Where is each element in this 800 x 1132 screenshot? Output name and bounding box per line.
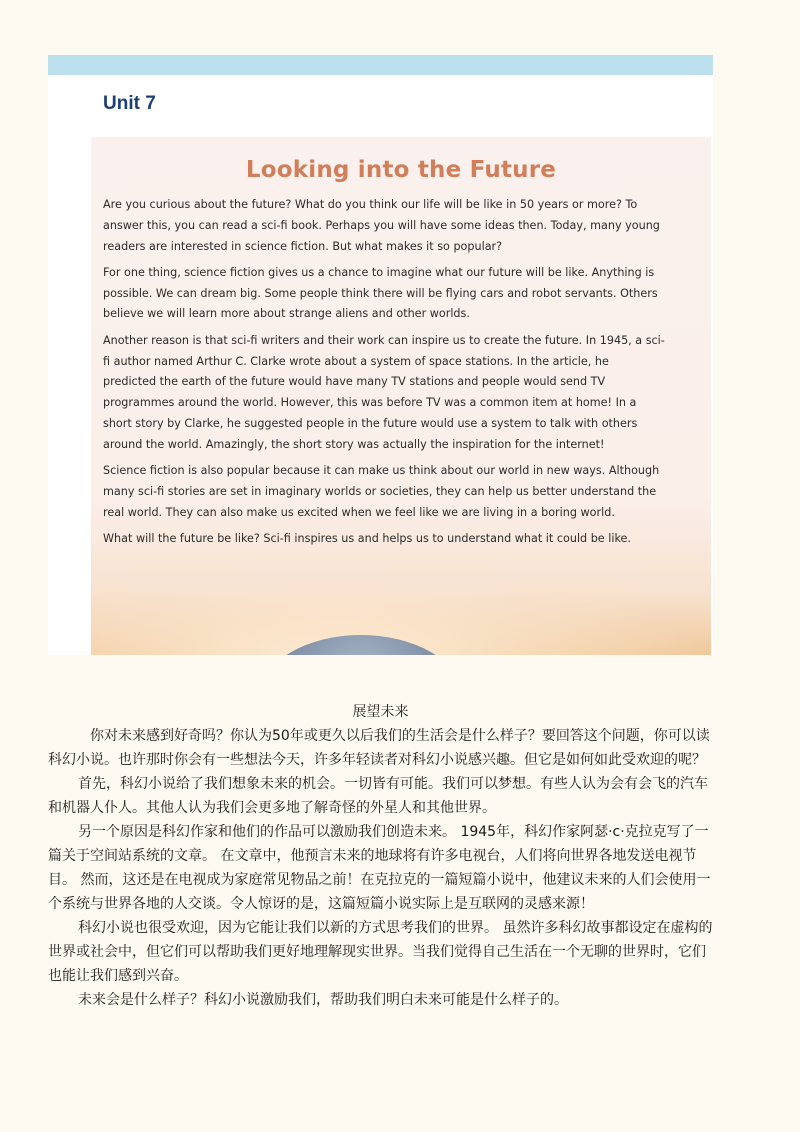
article-box — [91, 137, 711, 655]
article-paragraph: Science fiction is also popular because it can make us think about our world in new ways. Although many sci-fi stories are set in imaginary worlds or societies, they can help us better understand the real world. They can also make us excited when we feel like we are living in a boring world. — [103, 464, 660, 519]
translation-paragraph: 科幻小说也很受欢迎，因为它能让我们以新的方式思考我们的世界。 虽然许多科幻故事都设定在虚构的世界或社会中，但它们可以帮助我们更好地理解现实世界。当我们觉得自己生活在一个无聊的世界时，它们也能让我们感到兴奋。 — [48, 920, 713, 984]
article-paragraph: Another reason is that sci-fi writers and their work can inspire us to create the future. In 1945, a sci-fi author named Arthur C. Clarke wrote about a system of space stations. In the article, he predicted the earth of the future would have many TV stations and people would send TV programmes around the world. However, this was before TV was a common item at home! In a short story by Clarke, he suggested people in the future would use a system to talk with others around the world. Amazingly, the short story was actually the inspiration for the internet! — [103, 333, 665, 451]
page-top-bar — [48, 55, 713, 75]
translation-paragraph: 你对未来感到好奇吗？你认为50年或更久以后我们的生活会是什么样子？要回答这个问题，你可以读科幻小说。也许那时你会有一些想法今天，许多年轻读者对科幻小说感兴趣。但它是如何如此受欢迎的呢？ — [48, 728, 710, 768]
translation-paragraph: 另一个原因是科幻作家和他们的作品可以激励我们创造未来。 1945年，科幻作家阿瑟·c·克拉克写了一篇关于空间站系统的文章。 在文章中，他预言未来的地球将有许多电视台，人们将向世界各地发送电视节目。 然而，这还是在电视成为家庭常见物品之前！在克拉克的一篇短篇小说中，他建议未来的人们会使用一个系统与世界各地的人交谈。令人惊讶的是，这篇短篇小说实际上是互联网的灵感来源！ — [48, 824, 711, 912]
article-title: Looking into the Future — [245, 157, 557, 183]
unit-title: Unit 7 — [103, 93, 156, 114]
translation-title: 展望未来 — [352, 704, 409, 720]
article-paragraph: What will the future be like? Sci-fi inspires us and helps us to understand what it could be like. — [103, 531, 631, 545]
translation-paragraph: 未来会是什么样子？科幻小说激励我们，帮助我们明白未来可能是什么样子的。 — [78, 992, 568, 1008]
article-paragraph: Are you curious about the future? What do you think our life will be like in 50 years or more? To answer this, you can read a sci-fi book. Perhaps you will have some ideas then. Today, many young readers are interested in science fiction. But what makes it so popular? — [103, 198, 660, 253]
textbook-page — [48, 75, 713, 655]
translation-paragraph: 首先，科幻小说给了我们想象未来的机会。一切皆有可能。我们可以梦想。有些人认为会有会飞的汽车和机器人仆人。其他人认为我们会更多地了解奇怪的外星人和其他世界。 — [48, 776, 708, 816]
chinese-translation — [48, 700, 713, 1012]
article-paragraph: For one thing, science fiction gives us a chance to imagine what our future will be like. Anything is possible. We can dream big. Some people think there will be flying cars and robot servants. Others believe we will learn more about strange aliens and other worlds. — [103, 265, 658, 321]
article-body — [103, 195, 665, 555]
